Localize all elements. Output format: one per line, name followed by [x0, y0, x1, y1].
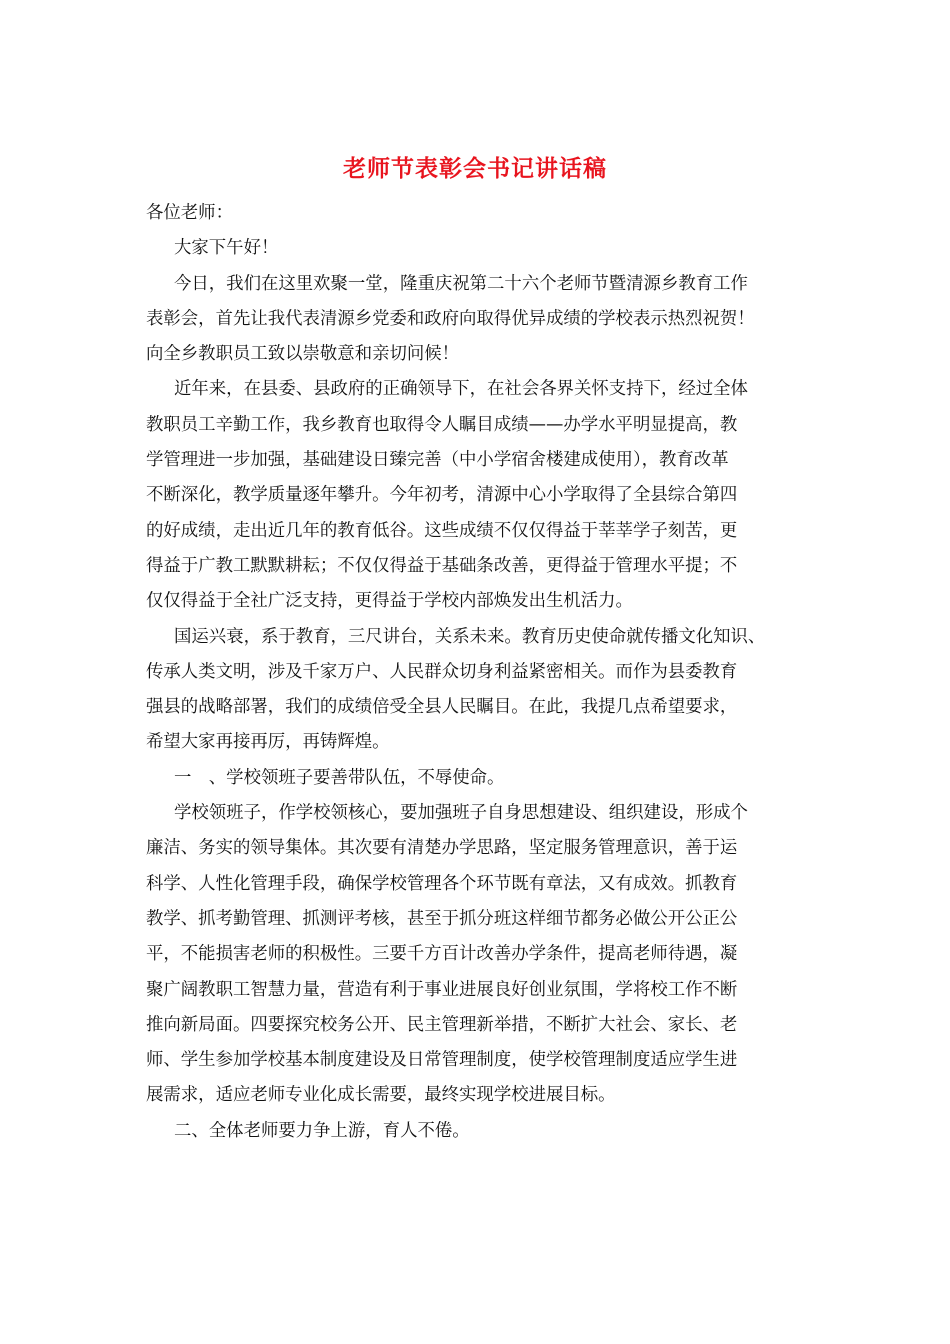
text-line: 各位老师：	[146, 203, 233, 223]
text-line: 一 、学校领班子要善带队伍，不辱使命。	[174, 767, 505, 788]
text-line: 学管理进一步加强，基础建设日臻完善（中小学宿舍楼建成使用），教育改革	[146, 450, 729, 471]
document-body	[146, 196, 826, 1149]
text-line: 向全乡教职员工致以崇敬意和亲切问候！	[146, 344, 460, 365]
text-line: 推向新局面。四要探究校务公开、民主管理新举措，不断扩大社会、家长、老	[146, 1014, 738, 1035]
text-line: 今日，我们在这里欢聚一堂，隆重庆祝第二十六个老师节暨清源乡教育工作	[174, 273, 748, 294]
text-line: 国运兴衰，系于教育，三尺讲台，关系未来。教育历史使命就传播文化知识、	[174, 626, 766, 647]
text-line: 传承人类文明，涉及千家万户、人民群众切身利益紧密相关。而作为县委教育	[146, 661, 738, 682]
text-line: 平，不能损害老师的积极性。三要千方百计改善办学条件，提高老师待遇，凝	[146, 944, 738, 965]
document-title: 老师节表彰会书记讲话稿	[343, 155, 607, 182]
text-line: 科学、人性化管理手段，确保学校管理各个环节既有章法，又有成效。抓教育	[146, 873, 738, 894]
text-line: 大家下午好！	[174, 238, 279, 259]
text-line: 学校领班子，作学校领核心，要加强班子自身思想建设、组织建设，形成个	[174, 803, 748, 824]
text-line: 仅仅得益于全社广泛支持，更得益于学校内部焕发出生机活力。	[146, 591, 633, 612]
text-line: 教职员工辛勤工作，我乡教育也取得令人瞩目成绩——办学水平明显提高，教	[146, 414, 738, 435]
text-line: 强县的战略部署，我们的成绩倍受全县人民瞩目。在此，我提几点希望要求，	[146, 697, 738, 718]
text-line: 师、学生参加学校基本制度建设及日常管理制度，使学校管理制度适应学生进	[146, 1050, 738, 1071]
text-line: 表彰会，首先让我代表清源乡党委和政府向取得优异成绩的学校表示热烈祝贺！	[146, 308, 755, 329]
text-line: 得益于广教工默默耕耘；不仅仅得益于基础条改善，更得益于管理水平提；不	[146, 555, 738, 576]
text-line: 希望大家再接再厉，再铸辉煌。	[146, 732, 390, 753]
text-line: 近年来，在县委、县政府的正确领导下，在社会各界关怀支持下，经过全体	[174, 379, 748, 400]
text-line: 聚广阔教职工智慧力量，营造有利于事业进展良好创业氛围，学将校工作不断	[146, 979, 738, 1000]
text-line: 廉洁、务实的领导集体。其次要有清楚办学思路，坚定服务管理意识，善于运	[146, 838, 738, 859]
text-line: 不断深化，教学质量逐年攀升。今年初考，清源中心小学取得了全县综合第四	[146, 485, 738, 506]
text-line: 二、全体老师要力争上游，育人不倦。	[174, 1120, 470, 1141]
text-line: 的好成绩，走出近几年的教育低谷。这些成绩不仅仅得益于莘莘学子刻苦，更	[146, 520, 738, 541]
text-line: 教学、抓考勤管理、抓测评考核，甚至于抓分班这样细节都务必做公开公正公	[146, 908, 738, 929]
text-line: 展需求，适应老师专业化成长需要，最终实现学校进展目标。	[146, 1085, 616, 1106]
